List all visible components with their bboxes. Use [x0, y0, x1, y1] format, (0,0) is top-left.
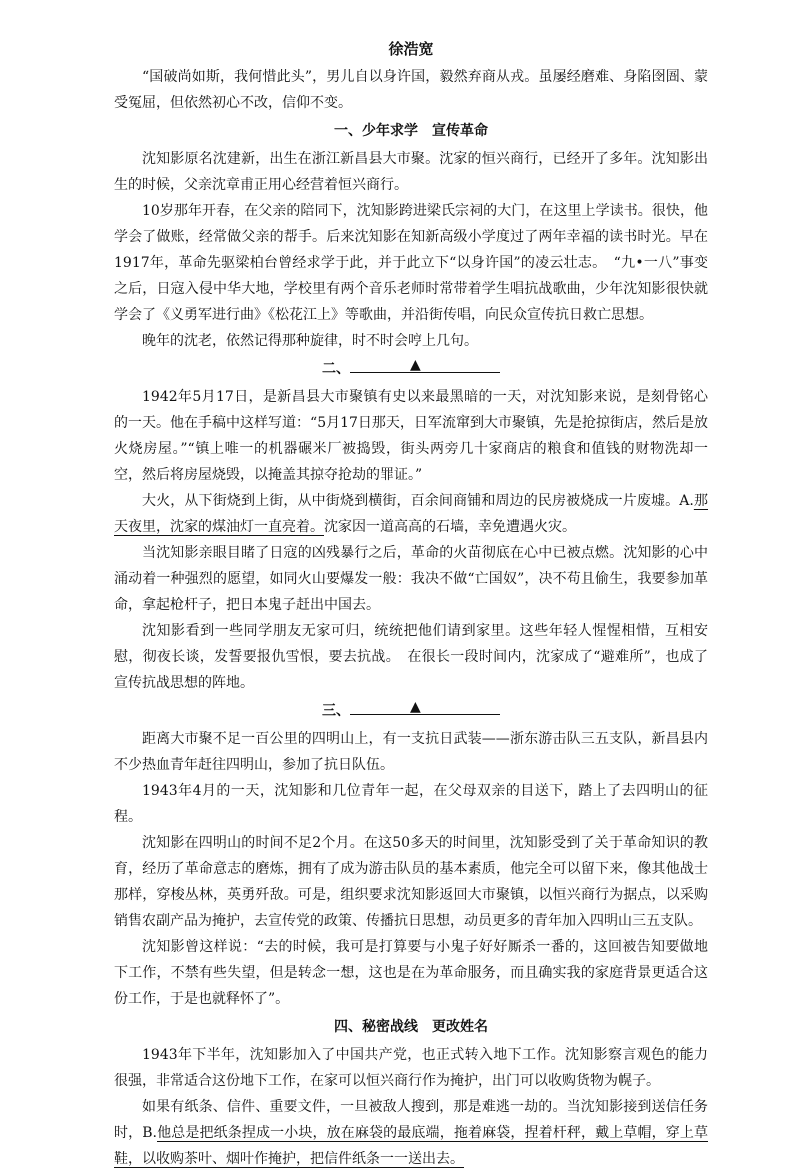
- section2-p2-text-before: 大火，从下街烧到上街，从中街烧到横街，百余间商铺和周边的民房被烧成一片废墟。A.: [142, 493, 694, 509]
- section3-number: 三、: [322, 703, 350, 719]
- section1-paragraph-3: 晚年的沈老，依然记得那种旋律，时不时会哼上几句。: [142, 333, 478, 349]
- section4-paragraph-1: 1943年下半年，沈知影加入了中国共产党，也正式转入地下工作。沈知影察言观色的能力很强，非常适合这份地下工作，在家可以恒兴商行作为掩护，出门可以收购货物为幌子。: [114, 1047, 708, 1089]
- section4-heading: 四、秘密战线 更改姓名: [334, 1019, 488, 1035]
- triangle-icon: ▲: [410, 699, 421, 715]
- section3-heading: [114, 698, 708, 724]
- section4-paragraph-2: [114, 1094, 708, 1172]
- section2-heading: [114, 356, 708, 382]
- section2-paragraph-3: 当沈知影亲眼目睹了日寇的凶残暴行之后，革命的火苗彻底在心中已被点燃。沈知影的心中涌动着一种强烈的愿望，如同火山要爆发一般：我决不做“亡国奴”，决不苟且偷生，我要参加革命，拿起枪杆子，把日本鬼子赶出中国去。: [114, 545, 708, 613]
- underlined-sentence-b: 他总是把纸条捏成一小块，放在麻袋的最底端，拖着麻袋，捏着杆秤，戴上草帽，穿上草鞋，以收购茶叶、烟叶作掩护，把信件纸条一一送出去。: [114, 1125, 708, 1167]
- section3-paragraph-1: 距离大市聚不足一百公里的四明山上，有一支抗日武装——浙东游击队三五支队，新昌县内不少热血青年赶往四明山，参加了抗日队伍。: [114, 731, 708, 773]
- triangle-icon: ▲: [410, 357, 421, 373]
- section3-paragraph-3: 沈知影在四明山的时间不足2个月。在这50多天的时间里，沈知影受到了关于革命知识的教育，经历了革命意志的磨炼，拥有了成为游击队员的基本素质，他完全可以留下来，像其他战士那样，穿梭丛林，英勇歼敌。可是，组织要求沈知影返回大市聚镇，以恒兴商行为据点，以采购销售农副产品为掩护，去宣传党的政策、传播抗日思想，动员更多的青年加入四明山三五支队。: [114, 835, 708, 929]
- intro-paragraph: “国破尚如斯，我何惜此头”，男儿自以身许国，毅然弃商从戎。虽屡经磨难、身陷囹圄、蒙受冤屈，但依然初心不改，信仰不变。: [114, 69, 708, 111]
- section3-paragraph-4: 沈知影曾这样说：“去的时候，我可是打算要与小鬼子好好厮杀一番的，这回被告知要做地下工作，不禁有些失望，但是转念一想，这也是在为革命服务，而且确实我的家庭背景更适合这份工作，于是也就释怀了”。: [114, 939, 708, 1007]
- section1-heading: 一、少年求学 宣传革命: [334, 123, 488, 139]
- section1-paragraph-2: 10岁那年开春，在父亲的陪同下，沈知影跨进梁氏宗祠的大门，在这里上学读书。很快，他学会了做账，经常做父亲的帮手。后来沈知影在知新高级小学度过了两年幸福的读书时光。早在1917年，革命先驱梁柏台曾经求学于此，并于此立下“以身许国”的凌云壮志。 “九•一八”事变之后，日寇入侵中华大地，学校里有两个音乐老师时常带着学生唱抗战歌曲，少年沈知影很快就学会了《义勇军进行曲》《松花江上》等歌曲，并沿街传唱，向民众宣传抗日救亡思想。: [114, 203, 708, 323]
- section2-paragraph-2: [114, 488, 708, 540]
- section4-p2-text-before: 如果有纸条、信件、重要文件，一旦被敌人搜到，那是难逃一劫的。当沈知影接到送信任务时，B.: [114, 1099, 708, 1141]
- section2-p2-text-after: 沈家因一道高高的石墙，幸免遭遇火灾。: [324, 519, 576, 535]
- section1-paragraph-1: 沈知影原名沈建新，出生在浙江新昌县大市聚。沈家的恒兴商行，已经开了多年。沈知影出生的时候，父亲沈章甫正用心经营着恒兴商行。: [114, 151, 708, 193]
- section2-title-blank: [350, 356, 500, 373]
- section2-paragraph-4: 沈知影看到一些同学朋友无家可归，统统把他们请到家里。这些年轻人惺惺相惜，互相安慰，彻夜长谈，发誓要报仇雪恨，要去抗战。 在很长一段时间内，沈家成了“避难所”，也成了宣传抗战思想的阵地。: [114, 623, 708, 691]
- section2-number: 二、: [322, 361, 350, 377]
- section2-paragraph-1: 1942年5月17日，是新昌县大市聚镇有史以来最黑暗的一天，对沈知影来说，是刻骨铭心的一天。他在手稿中这样写道：“5月17日那天，日军流窜到大市聚镇，先是抢掠街店，然后是放火烧房屋。”“镇上唯一的机器碾米厂被捣毁，街头两旁几十家商店的粮食和值钱的财物洗却一空，然后将房屋烧毁，以掩盖其掠夺抢劫的罪证。”: [114, 389, 708, 483]
- section3-title-blank: [350, 698, 500, 715]
- section3-paragraph-2: 1943年4月的一天，沈知影和几位青年一起，在父母双亲的目送下，踏上了去四明山的征程。: [114, 783, 708, 825]
- author-name: 徐浩宽: [388, 40, 434, 58]
- underlined-sentence-a: 那天夜里，沈家的煤油灯一直亮着。: [114, 493, 708, 535]
- document-page: [114, 36, 708, 1172]
